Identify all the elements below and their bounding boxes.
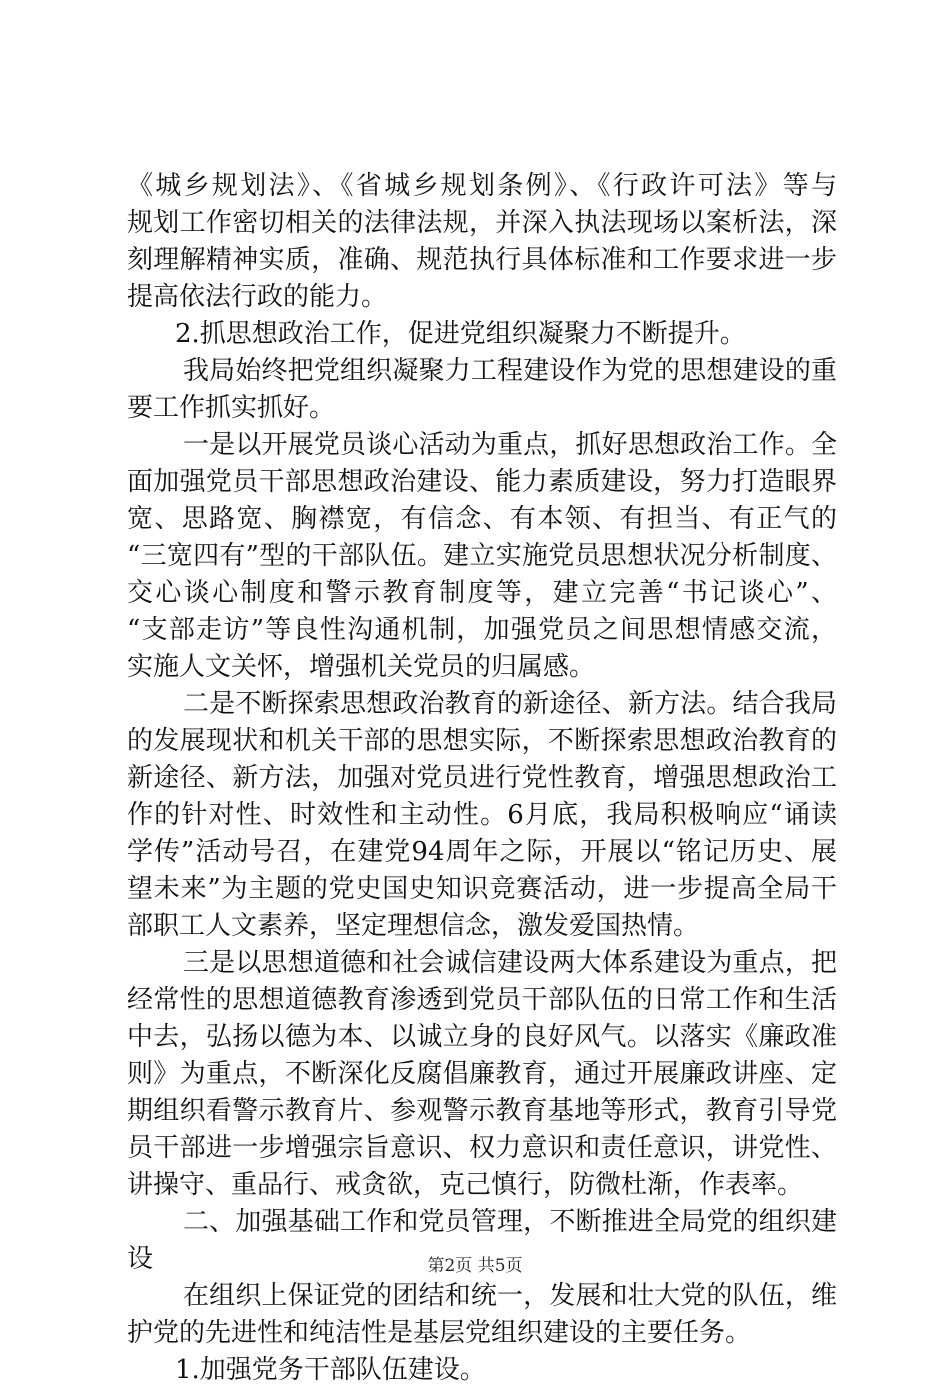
text-line: 提高依法行政的能力。 (127, 282, 388, 312)
section-heading: 1.加强党务干部队伍建设。 (175, 1355, 486, 1385)
text-line: 面加强党员干部思想政治建设、能力素质建设，努力打造眼界 (127, 467, 837, 497)
text-line: 在组织上保证党的团结和统一，发展和壮大党的队伍，维 (183, 1281, 837, 1311)
text-line: 三是以思想道德和社会诚信建设两大体系建设为重点，把 (183, 948, 837, 978)
text-line: 期组织看警示教育片、参观警示教育基地等形式，教育引导党 (127, 1096, 837, 1126)
text-line: 交心谈心制度和警示教育制度等，建立完善“书记谈心”、 (127, 578, 837, 608)
text-line: 《城乡规划法》、《省城乡规划条例》、《行政许可法》等与 (127, 171, 837, 201)
text-line: “三宽四有”型的干部队伍。建立实施党员思想状况分析制度、 (127, 541, 837, 571)
text-line: 中去，弘扬以德为本、以诚立身的良好风气。以落实《廉政准 (127, 1022, 837, 1052)
text-line: 望未来”为主题的党史国史知识竞赛活动，进一步提高全局干 (127, 874, 837, 904)
text-line: 刻理解精神实质，准确、规范执行具体标准和工作要求进一步 (127, 245, 837, 275)
text-line: “支部走访”等良性沟通机制，加强党员之间思想情感交流， (127, 615, 837, 645)
text-line: 实施人文关怀，增强机关党员的归属感。 (127, 652, 596, 682)
text-line: 宽、思路宽、胸襟宽，有信念、有本领、有担当、有正气的 (127, 504, 837, 534)
section-heading: 二、加强基础工作和党员管理，不断推进全局党的组织建 (183, 1207, 837, 1237)
text-line: 的发展现状和机关干部的思想实际，不断探索思想政治教育的 (127, 726, 837, 756)
page-number-footer: 第2页 共5页 (427, 1256, 523, 1276)
text-line: 要工作抓实抓好。 (127, 393, 336, 423)
text-line: 规划工作密切相关的法律法规，并深入执法现场以案析法，深 (127, 208, 837, 238)
text-line: 一是以开展党员谈心活动为重点，抓好思想政治工作。全 (183, 430, 837, 460)
text-line: 经常性的思想道德教育渗透到党员干部队伍的日常工作和生活 (127, 985, 837, 1015)
document-body (127, 168, 837, 1389)
text-line: 学传”活动号召，在建党94周年之际，开展以“铭记历史、展 (127, 837, 837, 867)
text-line: 二是不断探索思想政治教育的新途径、新方法。结合我局 (183, 689, 837, 719)
text-line: 护党的先进性和纯洁性是基层党组织建设的主要任务。 (127, 1318, 752, 1348)
section-heading: 2.抓思想政治工作，促进党组织凝聚力不断提升。 (175, 319, 746, 349)
text-line: 讲操守、重品行、戒贪欲，克己慎行，防微杜渐，作表率。 (127, 1170, 804, 1200)
text-line: 作的针对性、时效性和主动性。6月底，我局积极响应“诵读 (127, 800, 837, 830)
text-line: 部职工人文素养，坚定理想信念，激发爱国热情。 (127, 911, 700, 941)
section-heading: 设 (127, 1244, 154, 1274)
text-line: 员干部进一步增强宗旨意识、权力意识和责任意识，讲党性、 (127, 1133, 837, 1163)
text-line: 新途径、新方法，加强对党员进行党性教育，增强思想政治工 (127, 763, 837, 793)
text-line: 则》为重点，不断深化反腐倡廉教育，通过开展廉政讲座、定 (127, 1059, 837, 1089)
text-line: 我局始终把党组织凝聚力工程建设作为党的思想建设的重 (183, 356, 837, 386)
